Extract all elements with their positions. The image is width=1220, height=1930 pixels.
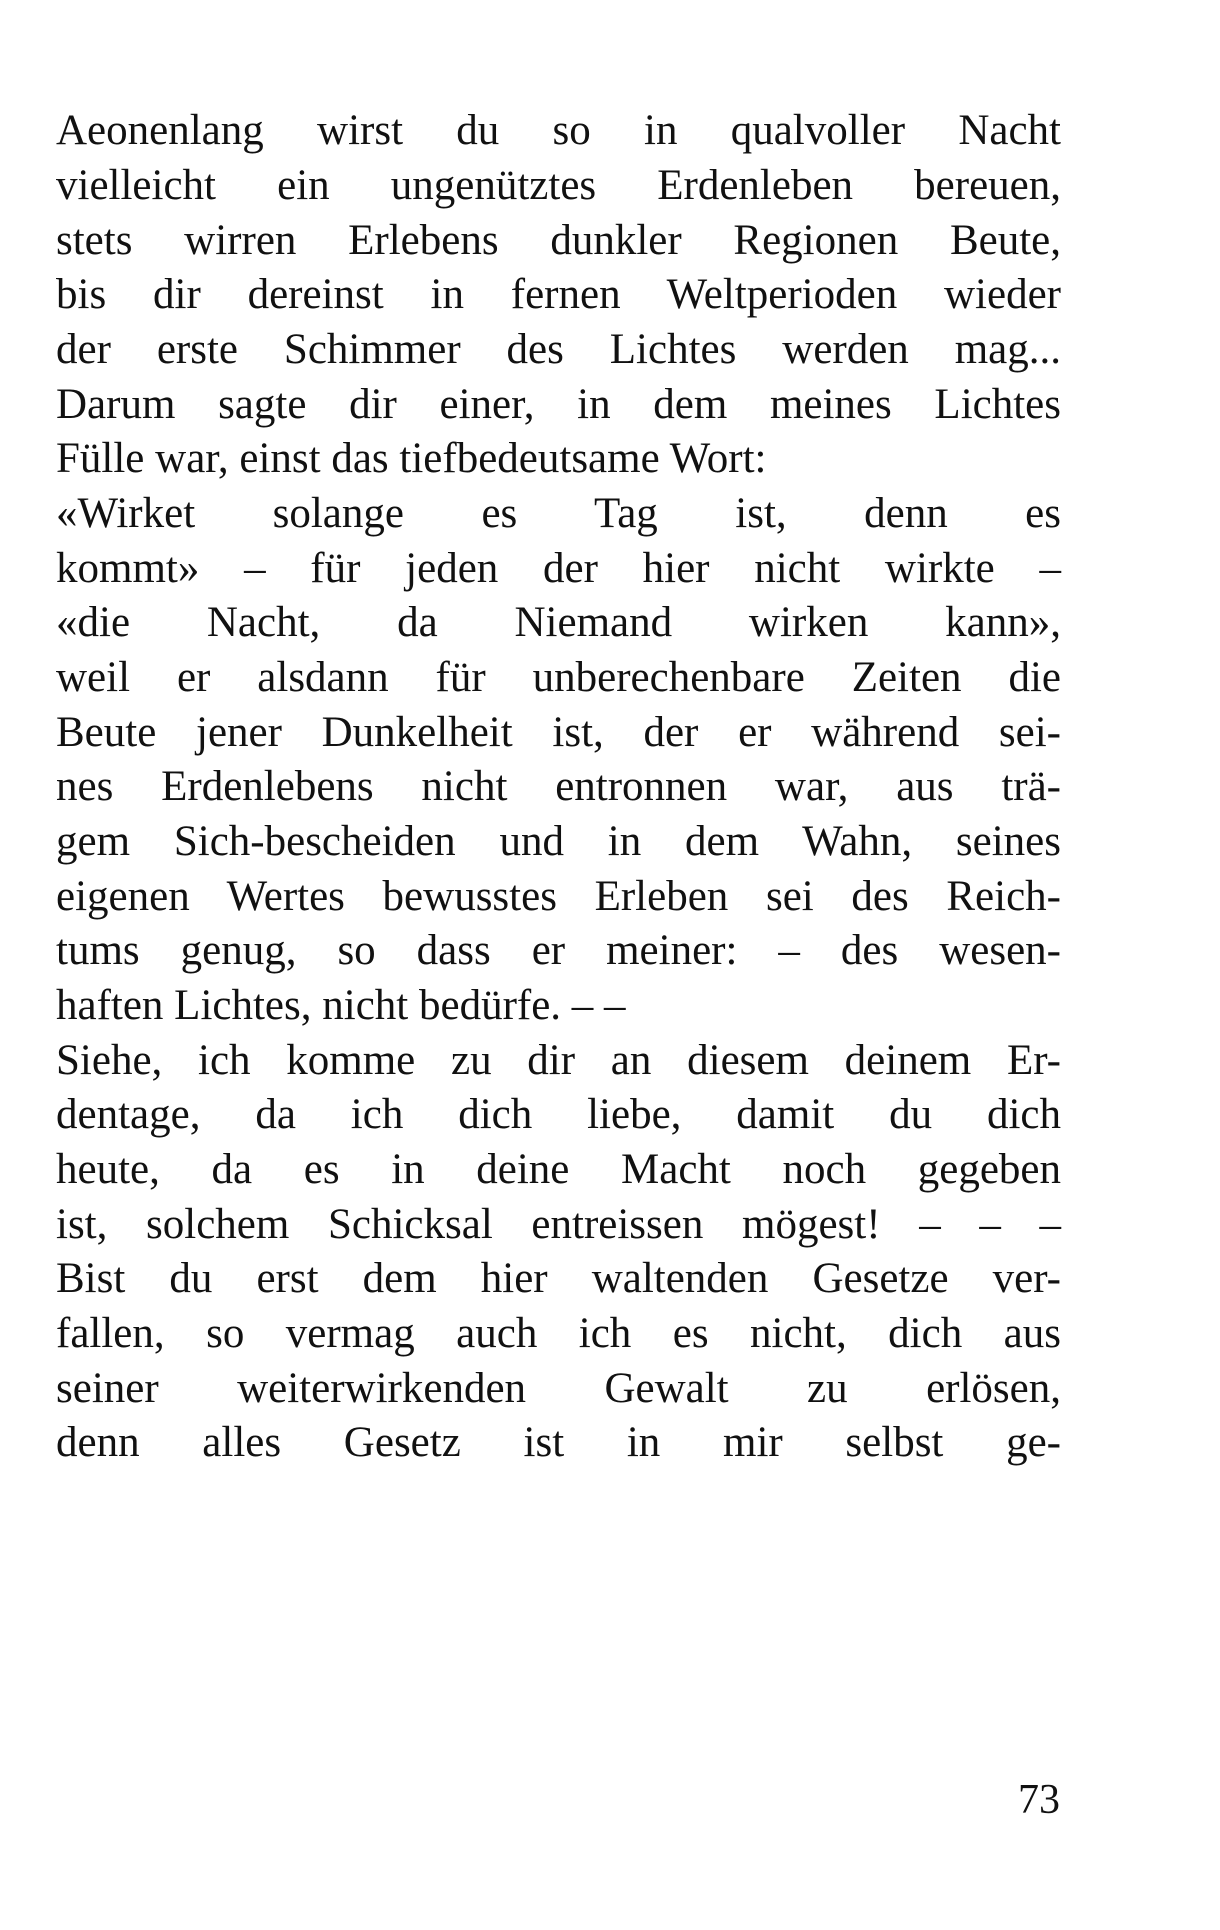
text-line-17: haften Lichtes, nicht bedürfe. – – bbox=[56, 982, 626, 1029]
text-line-12: Beute jener Dunkelheit ist, der er während sei- bbox=[56, 709, 1061, 756]
text-line-21: ist, solchem Schicksal entreissen mögest! – – – bbox=[56, 1201, 1061, 1248]
text-line-22: Bist du erst dem hier waltenden Gesetze ver- bbox=[56, 1255, 1061, 1302]
text-line-1: Aeonenlang wirst du so in qualvoller Nacht bbox=[56, 107, 1061, 154]
text-line-3: stets wirren Erlebens dunkler Regionen Beute, bbox=[56, 217, 1061, 264]
text-line-9: kommt» – für jeden der hier nicht wirkte – bbox=[56, 545, 1061, 592]
text-line-4: bis dir dereinst in fernen Weltperioden wieder bbox=[56, 271, 1061, 318]
text-line-13: nes Erdenlebens nicht entronnen war, aus trä- bbox=[56, 763, 1061, 810]
text-line-25: denn alles Gesetz ist in mir selbst ge- bbox=[56, 1419, 1061, 1466]
text-line-24: seiner weiterwirkenden Gewalt zu erlösen, bbox=[56, 1365, 1061, 1412]
text-line-15: eigenen Wertes bewusstes Erleben sei des Reich- bbox=[56, 873, 1061, 920]
text-line-19: dentage, da ich dich liebe, damit du dich bbox=[56, 1091, 1061, 1138]
text-line-16: tums genug, so dass er meiner: – des wesen- bbox=[56, 927, 1061, 974]
text-line-5: der erste Schimmer des Lichtes werden mag... bbox=[56, 326, 1061, 373]
text-line-8: «Wirket solange es Tag ist, denn es bbox=[56, 490, 1061, 537]
text-line-14: gem Sich-bescheiden und in dem Wahn, seines bbox=[56, 818, 1061, 865]
page-number: 73 bbox=[1018, 1777, 1060, 1823]
text-line-2: vielleicht ein ungenütztes Erdenleben bereuen, bbox=[56, 162, 1061, 209]
text-line-6: Darum sagte dir einer, in dem meines Lichtes bbox=[56, 381, 1061, 428]
text-line-11: weil er alsdann für unberechenbare Zeiten die bbox=[56, 654, 1061, 701]
text-line-23: fallen, so vermag auch ich es nicht, dich aus bbox=[56, 1310, 1061, 1357]
text-line-7: Fülle war, einst das tiefbedeutsame Wort: bbox=[56, 435, 767, 482]
text-line-10: «die Nacht, da Niemand wirken kann», bbox=[56, 599, 1061, 646]
text-line-20: heute, da es in deine Macht noch gegeben bbox=[56, 1146, 1061, 1193]
text-line-18: Siehe, ich komme zu dir an diesem deinem Er- bbox=[56, 1037, 1061, 1084]
